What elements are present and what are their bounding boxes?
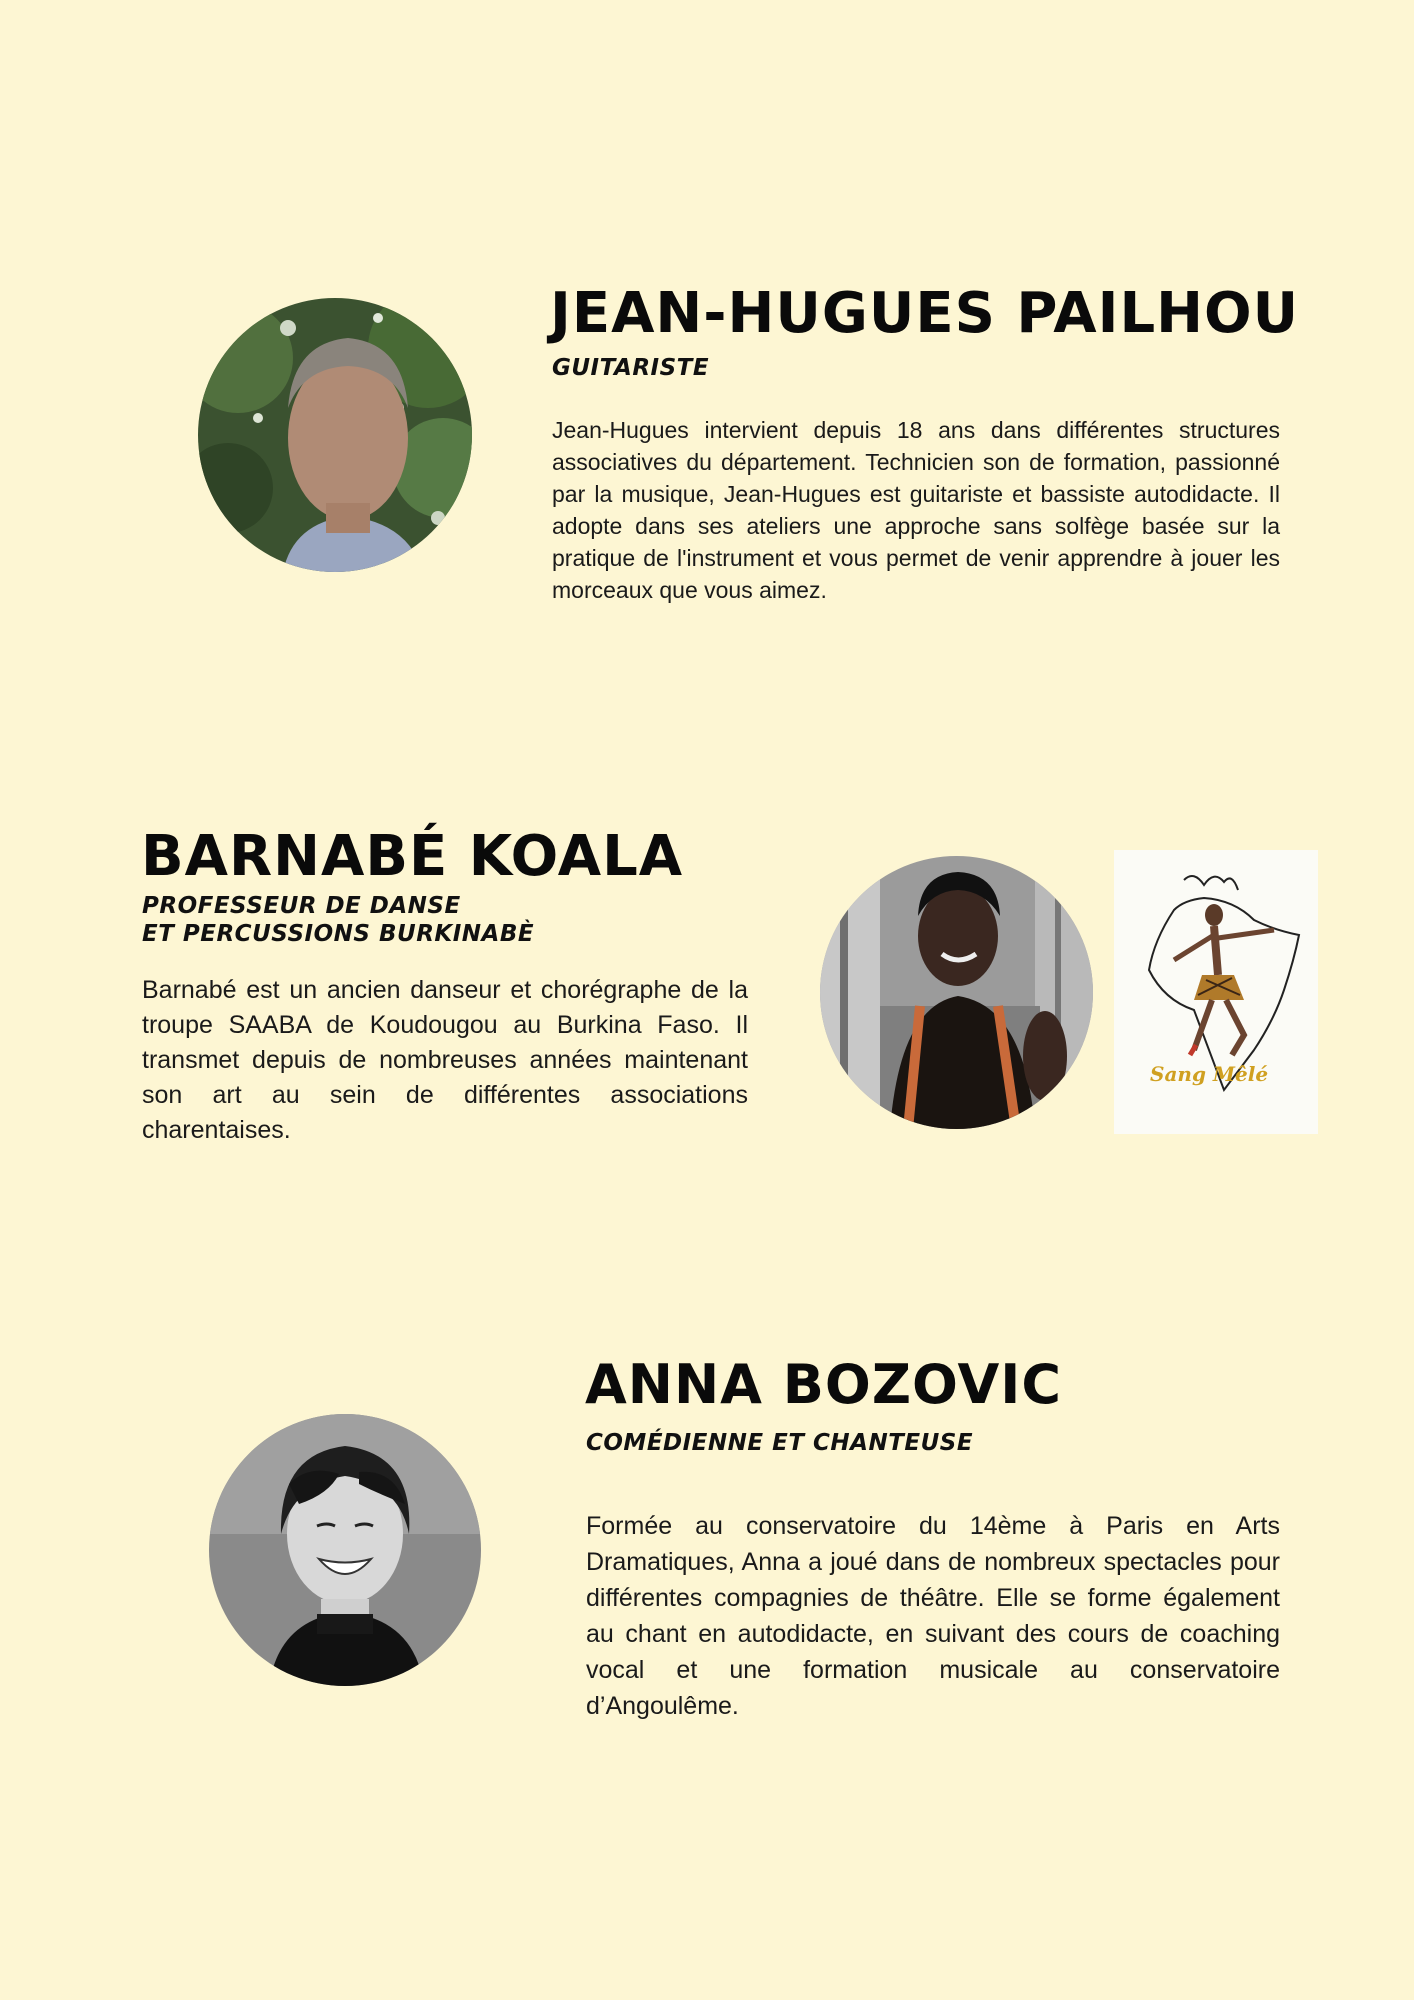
portrait-jean-hugues [198, 298, 472, 572]
profile-role: COMÉDIENNE ET CHANTEUSE [586, 1430, 974, 1456]
portrait-photo [820, 856, 1093, 1129]
profile-role-line-2: ET PERCUSSIONS BURKINABÈ [142, 921, 535, 947]
dancer-africa-icon [1114, 850, 1318, 1134]
portrait-barnabe [820, 856, 1093, 1129]
profile-role: GUITARISTE [552, 355, 710, 381]
profile-bio: Jean-Hugues intervient depuis 18 ans dans différentes structures associatives du département. Technicien son de formation, passionné par la musique, Jean-Hugues est guitariste et bassiste autodidacte. Il adopte dans ses ateliers une approche sans solfège basée sur la pratique de l'instrument et vous permet de venir apprendre à jouer les morceaux que vous aimez. [552, 417, 1280, 603]
profile-name: BARNABÉ KOALA [141, 824, 684, 889]
logo-text: Sang Mêlé [1150, 1062, 1269, 1086]
profile-name: JEAN-HUGUES PAILHOU [550, 281, 1300, 346]
portrait-photo [198, 298, 472, 572]
profile-bio: Barnabé est un ancien danseur et chorégraphe de la troupe SAABA de Koudougou au Burkina Faso. Il transmet depuis de nombreuses années maintenant son art au sein de différentes associations charentaises. [142, 976, 748, 1144]
profile-role-line-1: PROFESSEUR DE DANSE [142, 893, 461, 919]
portrait-anna [209, 1414, 481, 1686]
profile-bio: Formée au conservatoire du 14ème à Paris en Arts Dramatiques, Anna a joué dans de nombreux spectacles pour différentes compagnies de théâtre. Elle se forme également au chant en autodidacte, en suivant des cours de coaching vocal et une formation musicale au conservatoire d’Angoulême. [586, 1512, 1280, 1720]
portrait-photo [209, 1414, 481, 1686]
sang-mele-logo [1114, 850, 1318, 1134]
profile-name: ANNA BOZOVIC [585, 1353, 1062, 1416]
